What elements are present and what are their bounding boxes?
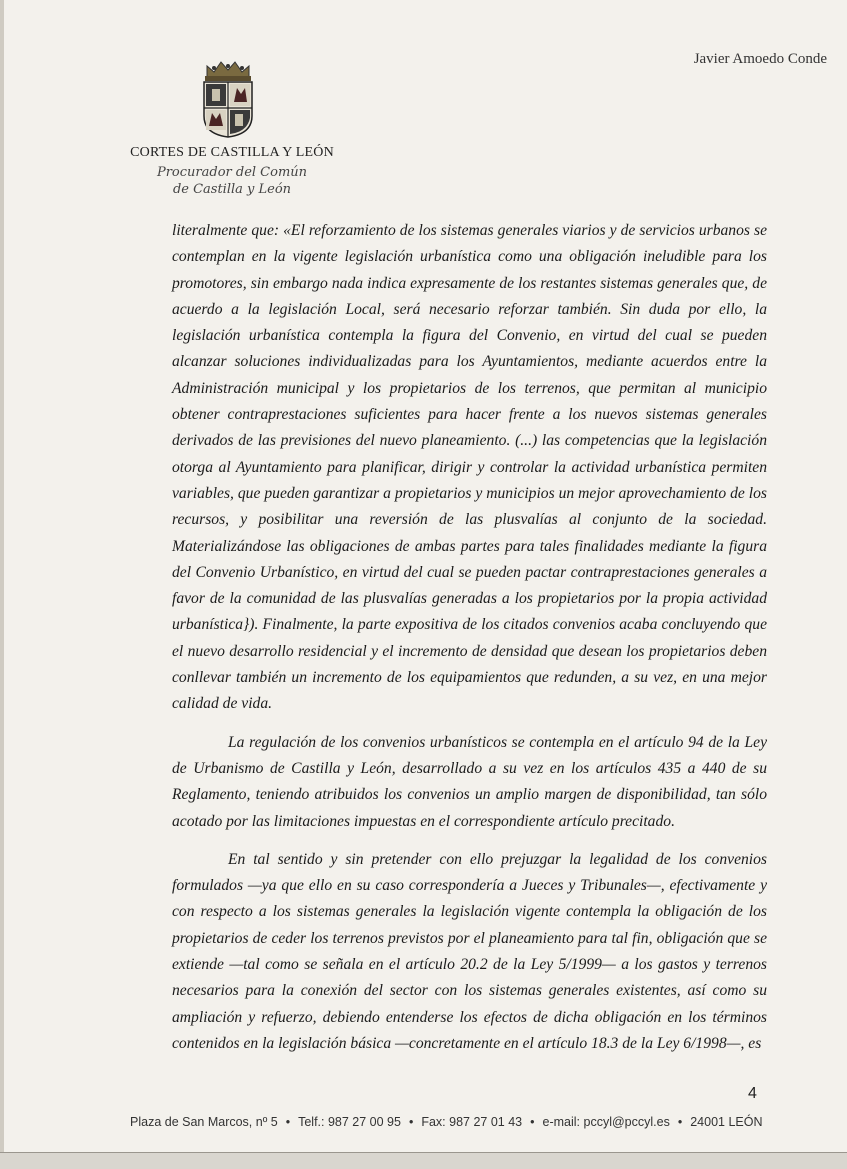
footer-city: 24001 LEÓN bbox=[690, 1115, 763, 1129]
subtitle-line-1: Procurador del Común bbox=[156, 165, 308, 180]
page-edge bbox=[0, 0, 4, 1168]
footer-address: Plaza de San Marcos, nº 5 bbox=[130, 1115, 278, 1129]
institution-name: CORTES DE CASTILLA Y LEÓN bbox=[130, 145, 334, 160]
paragraph-regulation: La regulación de los convenios urbanísticos se contempla en el artículo 94 de la Ley de Urbanismo de Castilla y León, desarrollado a su vez en los artículos 435 a 440 de su Reglamento, teniendo atribuidos los convenios un amplio margen de disponibilidad, tan sólo acotado por las limitaciones impuestas en el correspondiente artículo precitado. bbox=[172, 733, 767, 830]
footer-separator: • bbox=[677, 1115, 683, 1129]
footer-fax: Fax: 987 27 01 43 bbox=[421, 1115, 523, 1129]
coat-of-arms-icon bbox=[199, 58, 257, 138]
page-bottom-edge bbox=[0, 1152, 847, 1169]
footer-phone: Telf.: 987 27 00 95 bbox=[298, 1115, 401, 1129]
footer-contact bbox=[130, 1115, 820, 1129]
footer-email: e-mail: pccyl@pccyl.es bbox=[542, 1115, 670, 1129]
institution-subtitle bbox=[100, 164, 364, 198]
footer-separator: • bbox=[285, 1115, 291, 1129]
footer-separator: • bbox=[408, 1115, 414, 1129]
paragraph-legal-sense: En tal sentido y sin pretender con ello prejuzgar la legalidad de los convenios formulados —ya que ello en su caso correspondería a Jueces y Tribunales—, efectivamente y con respecto a los sistemas generales la legislación vigente contempla la obligación de los propietarios de ceder los terrenos previstos por el planeamiento para tal fin, obligación que se extiende —tal como se señala en el artículo 20.2 de la Ley 5/1999— a los gastos y terrenos necesarios para la conexión del sector con los sistemas generales existentes, así como su ampliación y refuerzo, debiendo entenderse los efectos de dicha obligación en los términos contenidos en la legislación básica —concretamente en el artículo 18.3 de la Ley 6/1998—, es bbox=[172, 850, 767, 1052]
footer-separator: • bbox=[530, 1115, 535, 1129]
page-number: 4 bbox=[748, 1085, 757, 1102]
subtitle-line-2: de Castilla y León bbox=[172, 182, 292, 197]
paragraph-quote: literalmente que: «El reforzamiento de los sistemas generales viarios y de servicios urbanos se contemplan en la vigente legislación urbanística como una obligación ineludible para los promotores, sin embargo nada indica expresamente de los restantes sistemas generales que, de acuerdo a la legislación Local, será necesario reforzar también. Sin duda por ello, la legislación urbanística contempla la figura del Convenio, en virtud del cual se pueden alcanzar soluciones individualizadas para los Ayuntamientos, mediante acuerdos entre la Administración municipal y los propietarios de los terrenos, que permitan al municipio obtener contraprestaciones suficientes para hacer frente a los nuevos sistemas generales derivados de las previsiones del nuevo planeamiento. (...) las competencias que la legislación otorga al Ayuntamiento para planificar, dirigir y controlar la actividad urbanística permiten variables, que pueden garantizar a propietarios y municipios un mejor aprovechamiento de los recursos, y posibilitar una reversión de las plusvalías al conjunto de la sociedad. Materializándose las obligaciones de ambas partes para tales finalidades mediante la figura del Convenio Urbanístico, en virtud del cual se pueden pactar contraprestaciones generales a favor de la comunidad de las plusvalías generadas a los propietarios por la propia actividad urbanística}). Finalmente, la parte expositiva de los citados convenios acaba concluyendo que el nuevo desarrollo residencial y el incremento de densidad que desean los propietarios deben conllevar también un incremento de los equipamientos que redunden, a su vez, en una mejor calidad de vida. bbox=[172, 222, 767, 713]
document-body bbox=[172, 218, 767, 1069]
author-name: Javier Amoedo Conde bbox=[693, 51, 827, 67]
